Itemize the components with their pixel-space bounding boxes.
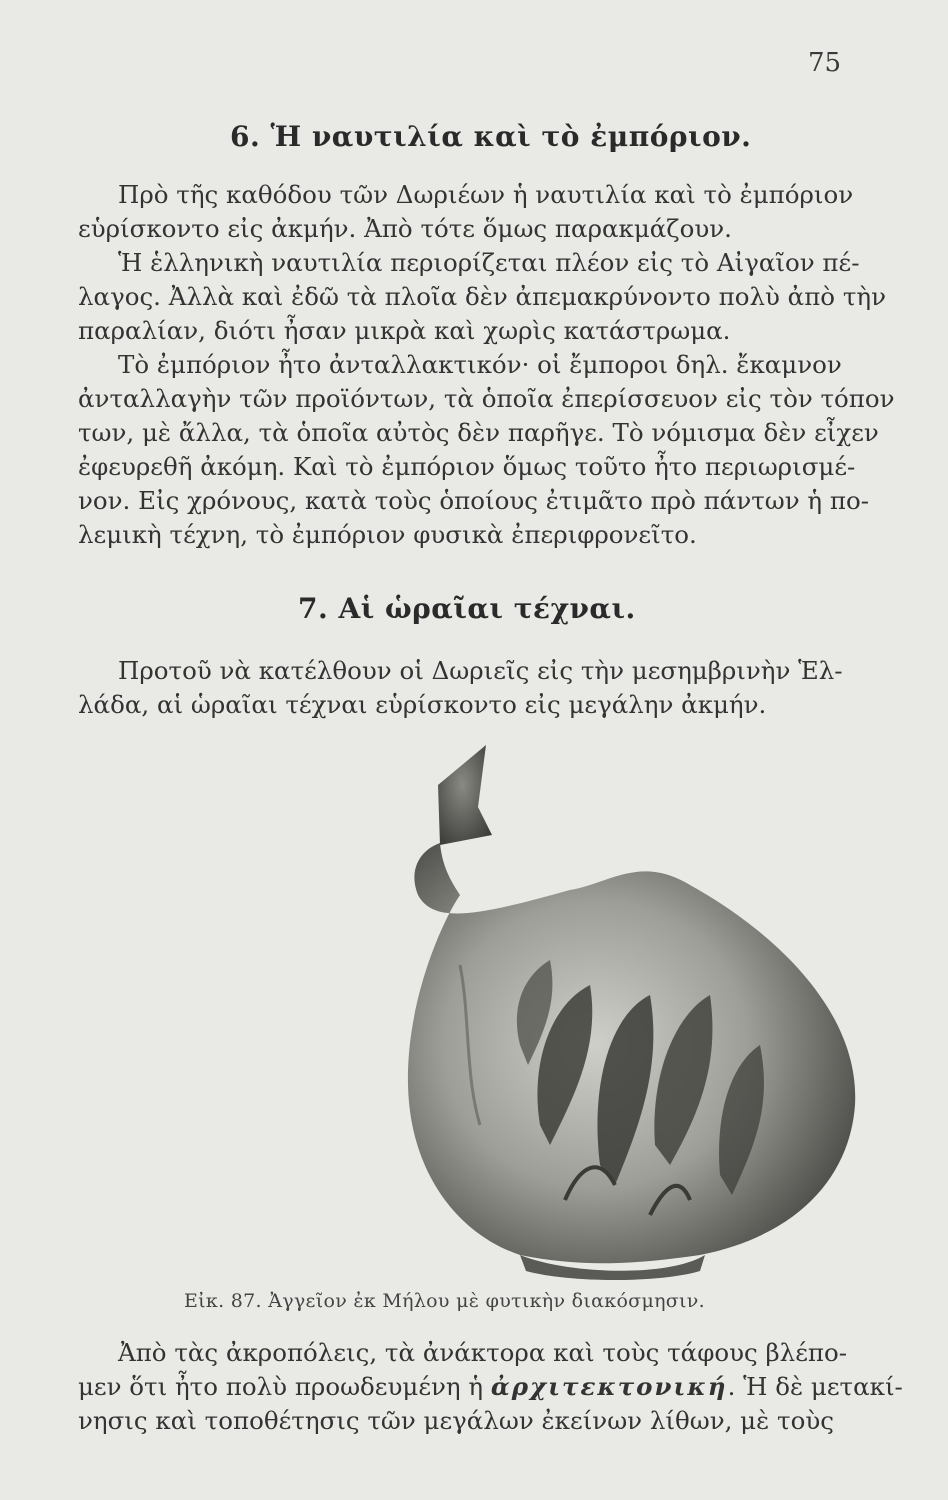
text-line: Τὸ ἐμπόριον ἦτο ἀνταλλακτικόν· οἱ ἔμποροι δηλ. ἔκαμνον [118, 350, 842, 379]
text-line: Πρὸ τῆς καθόδου τῶν Δωριέων ἡ ναυτιλία καὶ τὸ ἐμπόριον [118, 180, 854, 209]
text-line: Ἀπὸ τὰς ἀκροπόλεις, τὰ ἀνάκτορα καὶ τοὺς τάφους βλέπο- [118, 1338, 848, 1367]
emphasized-term: ἀρχιτεκτονική [490, 1372, 728, 1401]
section-7-heading: 7. Αἱ ὡραῖαι τέχναι. [298, 592, 636, 625]
text-line: Ἡ ἑλληνικὴ ναυτιλία περιορίζεται πλέον εἰς τὸ Αἰγαῖον πέ- [118, 248, 860, 277]
text-line: παραλίαν, διότι ἦσαν μικρὰ καὶ χωρὶς κατάστρωμα. [78, 316, 731, 345]
section-6-heading: 6. Ἡ ναυτιλία καὶ τὸ ἐμπόριον. [230, 120, 752, 153]
text-line: ἀνταλλαγὴν τῶν προϊόντων, τὰ ὁποῖα ἐπερίσσευον εἰς τὸν τόπον [78, 384, 895, 413]
figure-caption: Εἰκ. 87. Ἀγγεῖον ἐκ Μήλου μὲ φυτικὴν διακόσμησιν. [184, 1290, 705, 1312]
closing-paragraph [78, 1336, 903, 1438]
text-line [78, 1370, 903, 1404]
section-7-paragraph [78, 654, 843, 722]
text-line: εὑρίσκοντο εἰς ἀκμήν. Ἀπὸ τότε ὅμως παρακμάζουν. [78, 214, 732, 243]
text-segment: . Ἡ δὲ μετακί- [727, 1372, 903, 1401]
text-line: ἐφευρεθῆ ἀκόμη. Καὶ τὸ ἐμπόριον ὅμως τοῦτο ἦτο περιωρισμέ- [78, 452, 856, 481]
section-6-paragraph [78, 178, 895, 552]
vase-illustration [400, 745, 920, 1285]
text-line: των, μὲ ἄλλα, τὰ ὁποῖα αὐτὸς δὲν παρῆγε. Τὸ νόμισμα δὲν εἶχεν [78, 418, 879, 447]
text-line: νησις καὶ τοποθέτησις τῶν μεγάλων ἐκείνων λίθων, μὲ τοὺς [78, 1406, 834, 1435]
text-line: λάδα, αἱ ὡραῖαι τέχναι εὑρίσκοντο εἰς μεγάλην ἀκμήν. [78, 690, 767, 719]
text-segment: μεν ὅτι ἦτο πολὺ προωδευμένη ἡ [78, 1372, 491, 1401]
text-line: λεμικὴ τέχνη, τὸ ἐμπόριον φυσικὰ ἐπεριφρονεῖτο. [78, 520, 697, 549]
vase-neck [438, 745, 492, 845]
text-line: λαγος. Ἀλλὰ καὶ ἐδῶ τὰ πλοῖα δὲν ἀπεμακρύνοντο πολὺ ἀπὸ τὴν [78, 282, 886, 311]
page-number: 75 [808, 48, 842, 78]
text-line: Προτοῦ νὰ κατέλθουν οἱ Δωριεῖς εἰς τὴν μεσημβρινὴν Ἑλ- [118, 656, 843, 685]
text-line: νον. Εἰς χρόνους, κατὰ τοὺς ὁποίους ἐτιμᾶτο πρὸ πάντων ἡ πο- [78, 486, 870, 515]
